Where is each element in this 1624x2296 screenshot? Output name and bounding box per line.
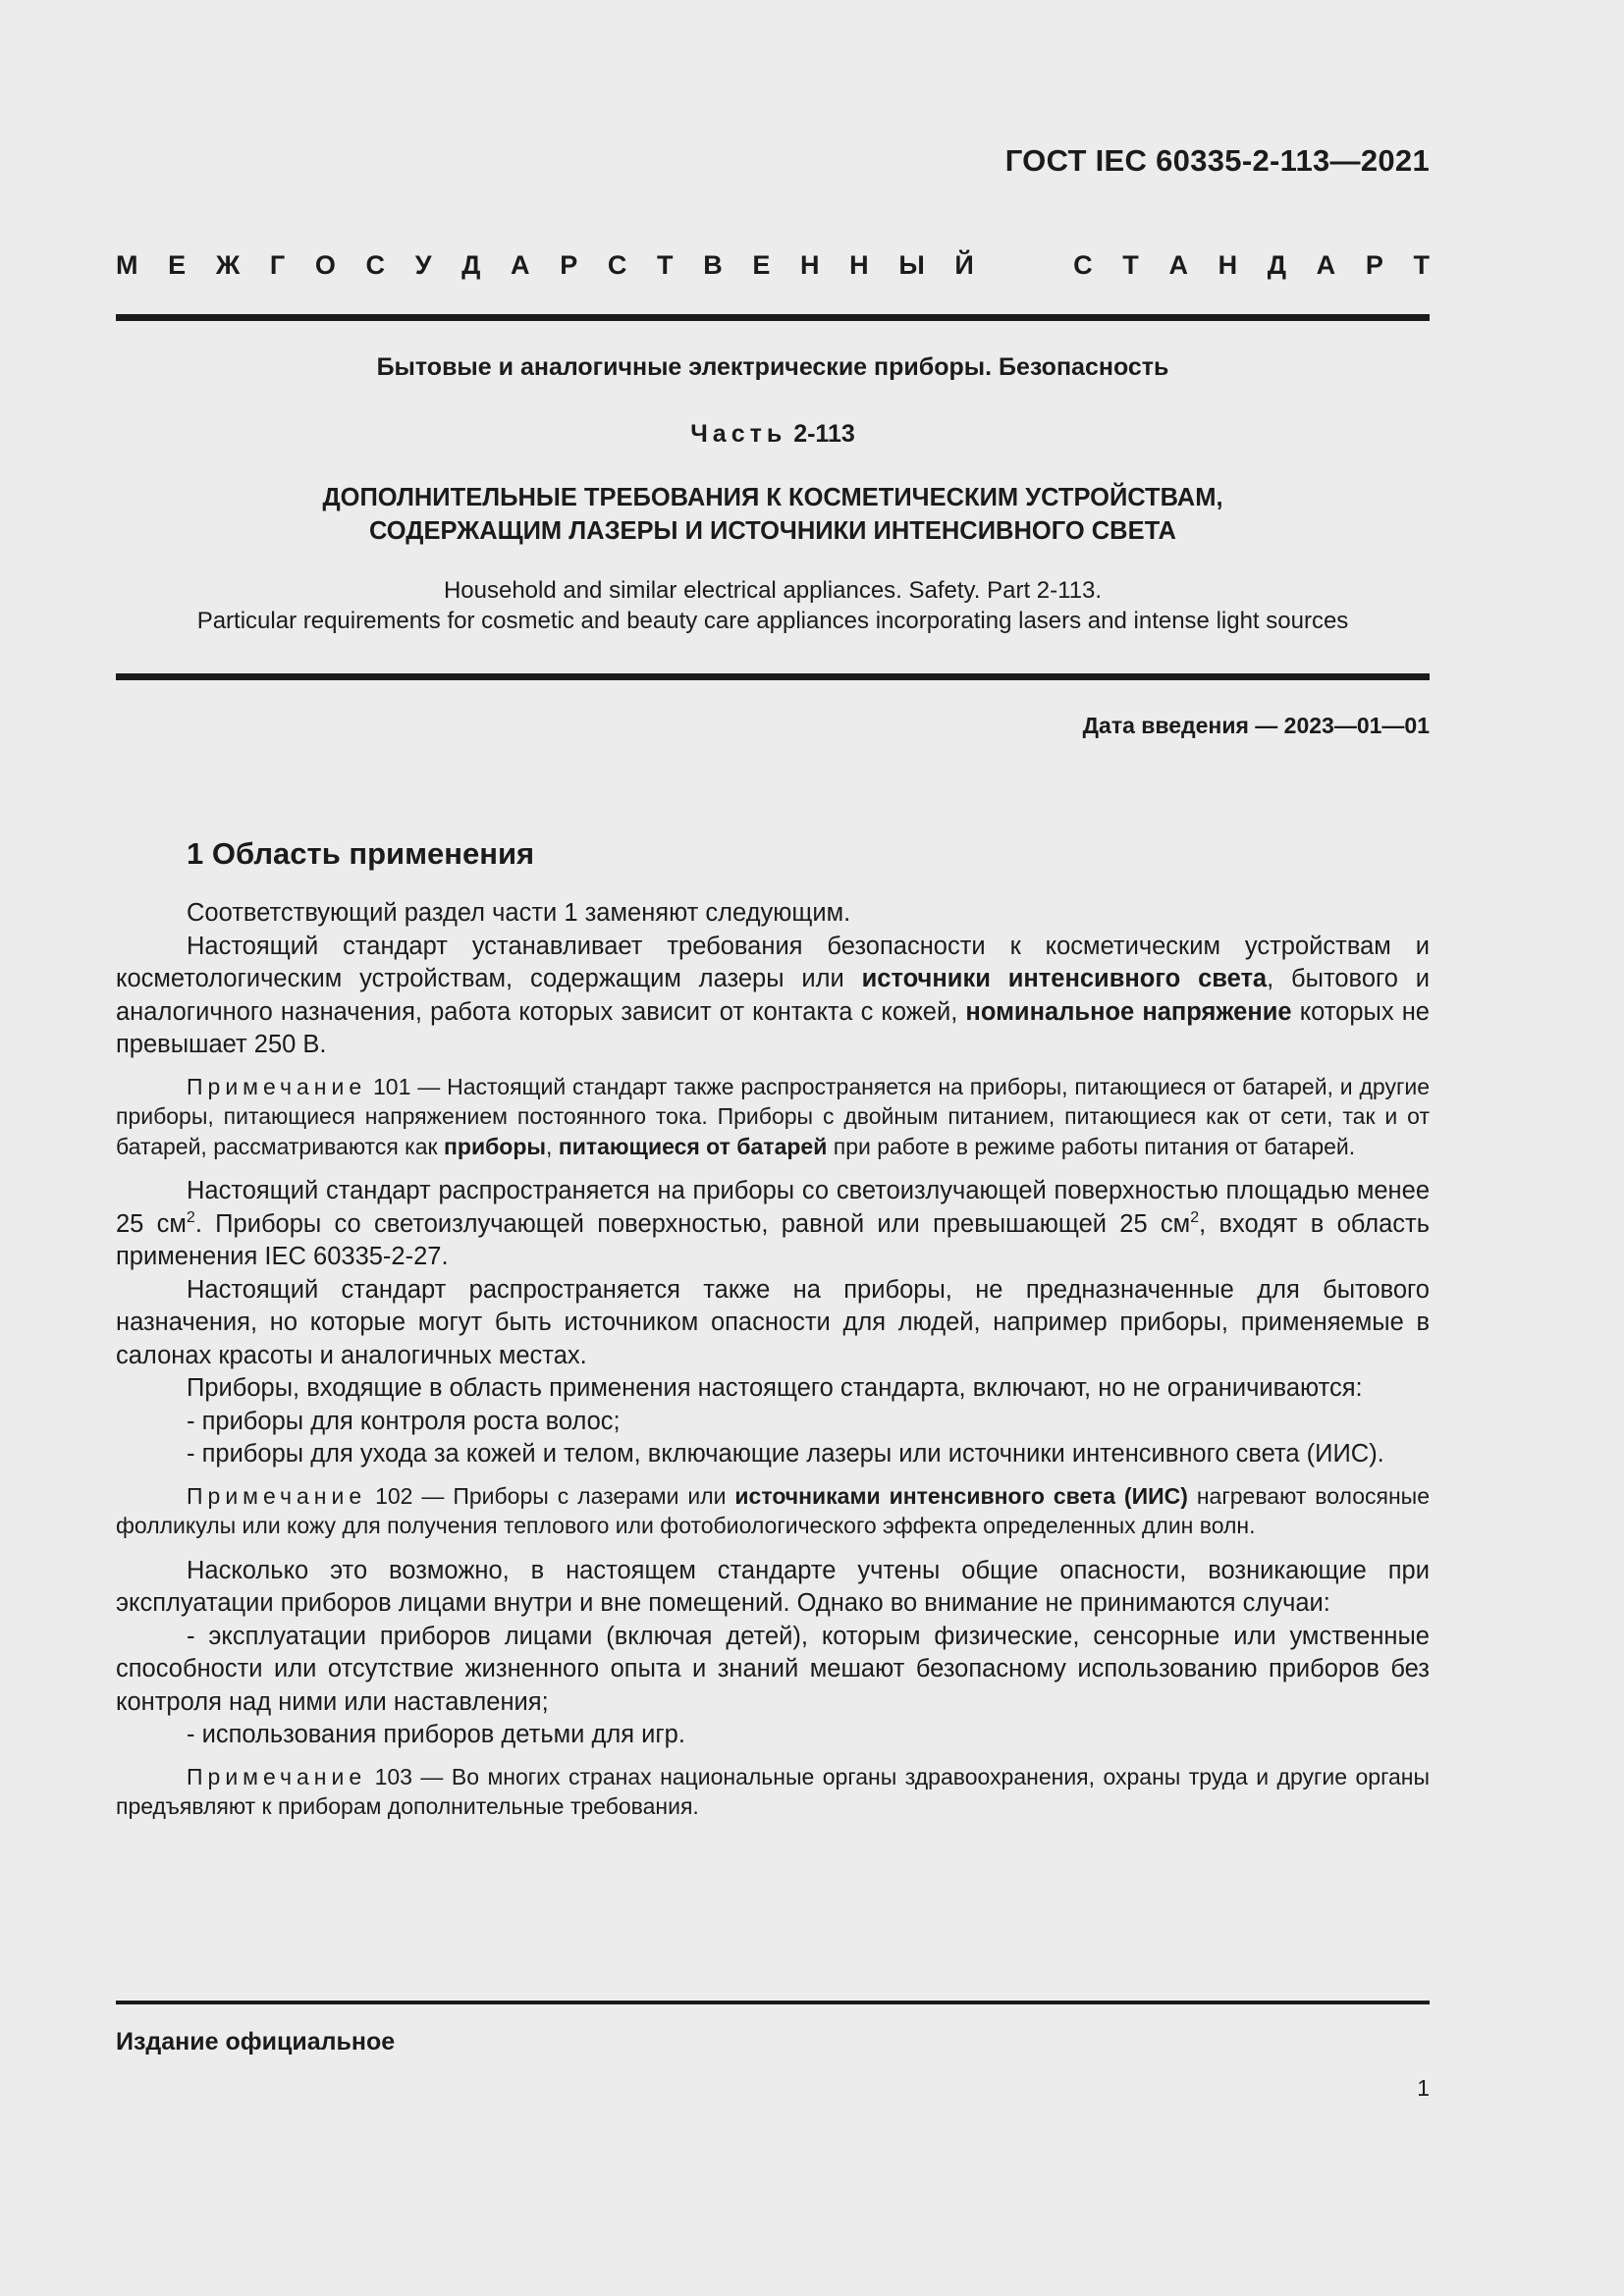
interstate-standard-banner [116,250,1430,281]
text-run: которых не превышает 250 В. [116,997,1430,1058]
official-edition-label: Издание официальное [116,2028,396,2056]
list-item: - эксплуатации приборов лицами (включая детей), которым физические, сенсорные или умственные способности или отсутствие жизненного опыта и знаний мешают безопасному использованию приборов без контроля над ними или наставления; [116,1622,1430,1716]
term-bold: номинальное напряжение [965,997,1292,1026]
banner-letter: Т [1413,250,1430,280]
banner-letter: С [365,250,386,280]
superscript: 2 [186,1208,195,1226]
term-bold: источники интенсивного света [861,965,1268,992]
text-run: 103 — Во многих странах национальные органы здравоохранения, охраны труда и другие органы предъявляют к приборам дополнительные требования. [116,1763,1430,1819]
note-103 [116,1762,1430,1822]
note-label: Примечание [187,1763,367,1789]
section-heading: 1 Область применения [187,836,535,871]
document-code: ГОСТ IEC 60335-2-113—2021 [1004,143,1430,178]
list-item: - использования приборов детьми для игр. [187,1721,685,1748]
section-body [116,897,1430,1836]
text-run: 102 — Приборы с лазерами или [366,1482,735,1509]
text-run: , [546,1133,559,1159]
term-bold: источниками интенсивного света (ИИС) [734,1482,1188,1509]
banner-letter: Д [461,250,481,280]
main-title-line: ДОПОЛНИТЕЛЬНЫЕ ТРЕБОВАНИЯ К КОСМЕТИЧЕСКИМ УСТРОЙСТВАМ, [322,484,1223,511]
main-title-line: СОДЕРЖАЩИМ ЛАЗЕРЫ И ИСТОЧНИКИ ИНТЕНСИВНОГО СВЕТА [369,517,1176,545]
banner-letter: В [703,250,723,280]
text-run: . Приборы со светоизлучающей поверхностью, равной или превышающей 25 см [194,1209,1191,1238]
text-run: Настоящий стандарт устанавливает требования безопасности к косметическим устройствам и косметологическим устройствам, содержащим лазеры или [116,932,1430,992]
banner-letter: Ж [215,250,241,280]
text-run: 101 — Настоящий стандарт также распространяется на приборы, питающиеся от батарей, и другие приборы, питающиеся напряжением постоянного тока. Приборы с двойным питанием, питающиеся как от сети, так и от батарей, рассматриваются как [116,1073,1430,1159]
banner-letter: Е [752,250,771,280]
superscript: 2 [1190,1208,1200,1226]
banner-letter: С [1073,250,1093,280]
banner-letter: О [314,250,336,280]
term-bold: приборы [444,1133,547,1159]
banner-letter: Т [657,250,674,280]
banner-letter: Й [954,250,974,280]
note-102 [116,1481,1430,1541]
part-number: 2-113 [793,420,855,448]
paragraph [116,931,1430,1062]
banner-letter: М [116,250,138,280]
banner-letter: А [511,250,530,280]
part-word: Часть [690,420,787,448]
banner-letter: Р [560,250,578,280]
text-run: , бытового и аналогичного назначения, работа которых зависит от контакта с кожей, [116,965,1430,1026]
paragraph: Соответствующий раздел части 1 заменяют следующим. [187,899,851,927]
page-number: 1 [1417,2075,1430,2101]
banner-letter: У [414,250,432,280]
footer-rule [116,2001,1430,2004]
main-title [116,481,1430,548]
note-label: Примечание [187,1073,367,1099]
banner-letter: Н [1218,250,1238,280]
paragraph: Насколько это возможно, в настоящем стандарте учтены общие опасности, возникающие при эксплуатации приборов лицами внутри и вне помещений. Однако во внимание не принимаются случаи: [116,1556,1430,1617]
text-run: нагревают волосяные фолликулы или кожу для получения теплового или фотобиологического эффекта определенных длин волн. [116,1482,1430,1538]
list-item: - приборы для ухода за кожей и телом, включающие лазеры или источники интенсивного света (ИИС). [187,1440,1384,1468]
english-title-line: Particular requirements for cosmetic and beauty care appliances incorporating lasers and intense light sources [196,608,1349,634]
header-rule [116,314,1430,321]
banner-letter: Ы [898,250,925,280]
general-title: Бытовые и аналогичные электрические приборы. Безопасность [376,353,1169,381]
banner-letter: Е [168,250,187,280]
english-title [116,575,1430,636]
effective-date: Дата введения — 2023—01—01 [1082,713,1430,738]
note-label: Примечание [187,1482,367,1509]
banner-letter: А [1316,250,1336,280]
paragraph [116,1175,1430,1274]
english-title-line: Household and similar electrical appliances. Safety. Part 2-113. [443,577,1103,604]
banner-letter: С [607,250,627,280]
banner-letter: Г [269,250,286,280]
text-run: , входят в область применения IEC 60335-2-27. [116,1209,1430,1270]
text-run: при работе в режиме работы питания от батарей. [827,1133,1356,1159]
banner-word-gap [1003,250,1043,281]
banner-letter: Т [1122,250,1139,280]
list-item: - приборы для контроля роста волос; [187,1407,621,1435]
paragraph: Приборы, входящие в область применения настоящего стандарта, включают, но не ограничиваются: [187,1374,1363,1402]
term-bold: питающиеся от батарей [558,1133,828,1159]
part-title [116,420,1430,449]
banner-letter: Д [1267,250,1287,280]
title-rule [116,673,1430,680]
banner-letter: А [1168,250,1188,280]
paragraph: Настоящий стандарт распространяется также на приборы, не предназначенные для бытового назначения, но которые могут быть источником опасности для людей, например приборы, применяемые в салонах красоты и аналогичных местах. [116,1275,1430,1369]
banner-letter: Р [1365,250,1383,280]
banner-letter: Н [800,250,820,280]
note-101 [116,1072,1430,1162]
banner-letter: Н [849,250,869,280]
text-run: Настоящий стандарт распространяется на приборы со светоизлучающей поверхностью площадью менее 25 см [116,1177,1430,1238]
